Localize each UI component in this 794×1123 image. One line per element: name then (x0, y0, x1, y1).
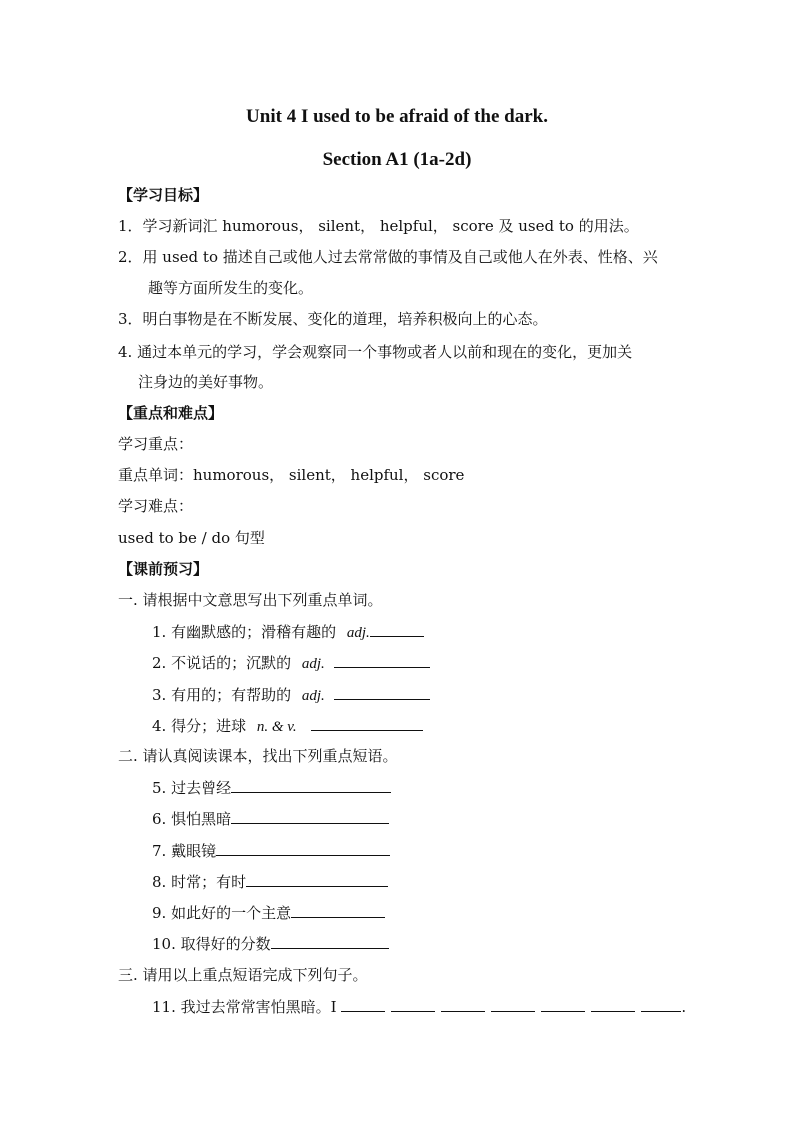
difficulty-pattern: used to be / do 句型 (118, 529, 265, 547)
sentence-item-11-period: . (681, 998, 687, 1016)
vocab-item-4-text: 4. 得分；进球 (152, 717, 247, 735)
phrase-item-8-text: 8. 时常；有时 (152, 873, 247, 891)
key-points-heading: 【重点和难点】 (118, 404, 224, 422)
sentence-11-blank-4[interactable] (491, 996, 535, 1012)
phrase-item-5 (152, 777, 391, 798)
phrase-item-8-blank[interactable] (246, 871, 388, 887)
objectives-heading: 【学习目标】 (118, 186, 209, 204)
difficulty-label: 学习难点： (118, 497, 194, 515)
key-words: 重点单词：humorous， silent， helpful， score (118, 466, 465, 484)
preview-heading: 【课前预习】 (118, 560, 209, 578)
phrase-item-9-text: 9. 如此好的一个主意 (152, 904, 292, 922)
vocab-item-3 (152, 684, 430, 706)
sentence-11-blank-3[interactable] (441, 996, 485, 1012)
phrase-item-8 (152, 871, 388, 892)
objective-item-4-line-1: 4. 通过本单元的学习，学会观察同一个事物或者人以前和现在的变化，更加关 (118, 343, 633, 361)
phrase-item-7 (152, 840, 390, 861)
vocab-item-4 (152, 715, 423, 737)
part1-instruction: 一. 请根据中文意思写出下列重点单词。 (118, 591, 383, 609)
page-title: Unit 4 I used to be afraid of the dark. (246, 106, 548, 127)
vocab-item-2-pos: adj. (301, 656, 325, 672)
sentence-item-11 (152, 996, 686, 1017)
vocab-item-2-text: 2. 不说话的；沉默的 (152, 654, 292, 672)
objective-item-2-line-2: 趣等方面所发生的变化。 (148, 279, 314, 297)
objective-item-3: 3．明白事物是在不断发展、变化的道理，培养积极向上的心态。 (118, 310, 548, 328)
phrase-item-10-blank[interactable] (271, 933, 389, 949)
sentence-11-blank-6[interactable] (591, 996, 635, 1012)
section-subtitle: Section A1 (1a-2d) (322, 149, 472, 170)
vocab-item-1-blank[interactable] (370, 621, 424, 637)
sentence-11-blank-7[interactable] (641, 996, 681, 1012)
phrase-item-5-text: 5. 过去曾经 (152, 779, 232, 797)
vocab-item-4-blank[interactable] (311, 715, 423, 731)
vocab-item-1 (152, 621, 424, 643)
vocab-item-3-blank[interactable] (334, 684, 430, 700)
phrase-item-9 (152, 902, 385, 923)
objective-item-2-line-1: 2．用 used to 描述自己或他人过去常常做的事情及自己或他人在外表、性格、兴 (118, 248, 658, 266)
part3-instruction: 三. 请用以上重点短语完成下列句子。 (118, 966, 368, 984)
phrase-item-9-blank[interactable] (291, 902, 385, 918)
phrase-item-6-text: 6. 惧怕黑暗 (152, 810, 232, 828)
vocab-item-3-pos: adj. (301, 688, 325, 704)
sentence-11-blank-1[interactable] (341, 996, 385, 1012)
phrase-item-10-text: 10. 取得好的分数 (152, 935, 271, 953)
vocab-item-3-text: 3. 有用的；有帮助的 (152, 686, 292, 704)
key-points-label: 学习重点： (118, 435, 194, 453)
vocab-item-2 (152, 652, 430, 674)
objective-item-1: 1．学习新词汇 humorous， silent， helpful， score 及 used to 的用法。 (118, 217, 639, 235)
objective-item-4-line-2: 注身边的美好事物。 (138, 373, 274, 391)
vocab-item-2-blank[interactable] (334, 652, 430, 668)
sentence-item-11-text: 11. 我过去常常害怕黑暗。I (152, 998, 337, 1016)
phrase-item-5-blank[interactable] (231, 777, 391, 793)
vocab-item-4-pos: n. & v. (256, 719, 297, 735)
part2-instruction: 二. 请认真阅读课本，找出下列重点短语。 (118, 747, 398, 765)
sentence-11-blank-2[interactable] (391, 996, 435, 1012)
phrase-item-7-text: 7. 戴眼镜 (152, 842, 217, 860)
phrase-item-10 (152, 933, 389, 954)
vocab-item-1-text: 1. 有幽默感的；滑稽有趣的 (152, 623, 337, 641)
vocab-item-1-pos: adj. (346, 625, 370, 641)
phrase-item-6 (152, 808, 389, 829)
phrase-item-7-blank[interactable] (216, 840, 390, 856)
phrase-item-6-blank[interactable] (231, 808, 389, 824)
sentence-11-blank-5[interactable] (541, 996, 585, 1012)
